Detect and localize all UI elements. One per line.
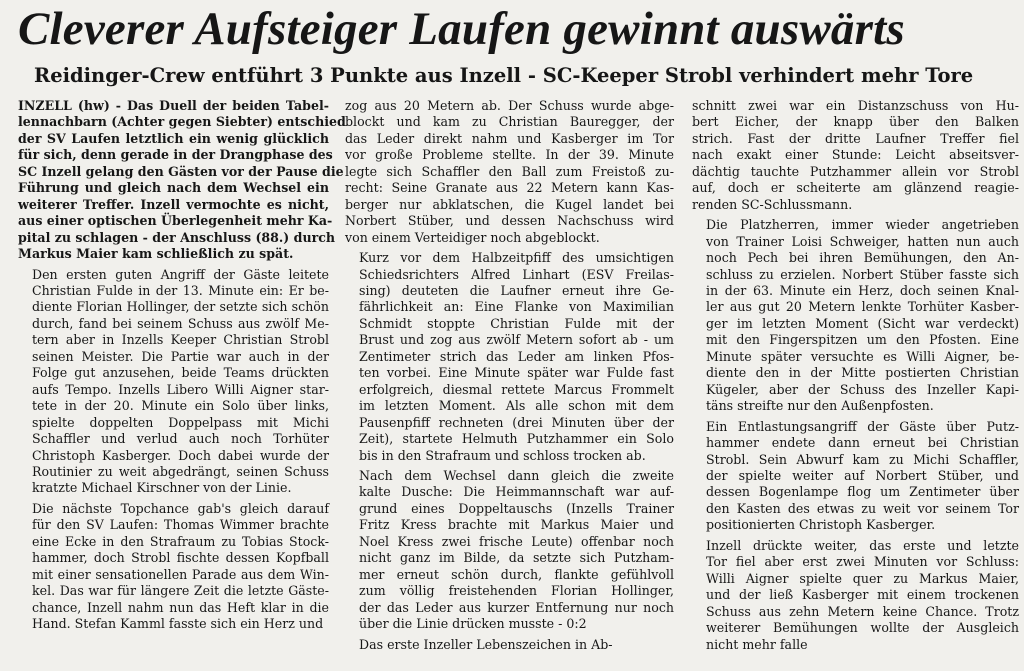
text-line: legte sich Schaffler den Ball zum Freistoß zu- [345,163,674,179]
article-column-1 [18,98,346,633]
text-line: Tor fiel aber erst zwei Minuten vor Schluss: [706,554,1019,570]
text-line: Willi Aigner spielte quer zu Markus Maier, [706,570,1019,586]
text-line: Strobl. Sein Abwurf kam zu Michi Schaffler, [706,451,1019,467]
text-line: Den ersten guten Angriff der Gäste leitete [32,266,329,282]
text-line: diente Florian Hollinger, der setzte sich schön [32,299,329,315]
text-line: der das Leder aus kurzer Entfernung nur noch [359,599,674,615]
text-line: hammer endete dann erneut bei Christian [706,435,1019,451]
text-line: spielte doppelten Doppelpass mit Michi [32,414,329,430]
text-line: den Kasten des etwas zu weit vor seinem Tor [706,500,1019,516]
article-paragraph [345,637,674,653]
text-line: Die nächste Topchance gab's gleich darauf [32,500,329,516]
text-line: aus einer optischen Überlegenheit mehr Ka- [18,213,333,229]
text-line: Norbert Stüber, und dessen Nachschuss wird [345,213,674,229]
text-line: tern aber in Inzells Keeper Christian Strobl [32,332,329,348]
text-line: fährlichkeit an: Eine Flanke von Maximilian [359,299,674,315]
text-line: INZELL (hw) - Das Duell der beiden Tabel- [18,98,329,113]
text-line: schluss zu erzielen. Norbert Stüber fasste sich [706,266,1019,282]
article-paragraph [692,538,1019,653]
text-line: Brust und zog aus zwölf Metern sofort ab - um [359,332,674,348]
article-paragraph [18,501,329,633]
text-line: Inzell drückte weiter, das erste und letzte [706,537,1019,553]
text-line: Schaffler und verlud auch noch Torhüter [32,431,329,447]
text-line: auf, doch er scheiterte am glänzend reagie- [692,180,1019,196]
text-line: mit einer sensationellen Parade aus dem Win- [32,566,329,582]
article-paragraph [18,267,329,497]
text-line: renden SC-Schlussmann. [692,196,853,212]
article-paragraph [345,468,674,633]
text-line: tete in der 20. Minute ein Solo über links, [32,398,329,414]
text-line: Ein Entlastungsangriff der Gäste über Putz- [706,418,1019,434]
text-line: schnitt zwei war ein Distanzschuss von Hu- [692,98,1019,113]
text-line: Folge gut anzusehen, beide Teams drückten [32,365,329,381]
text-line: bis in den Strafraum und schloss trocken ab. [359,447,646,463]
text-line: Schiedsrichters Alfred Linhart (ESV Freilas- [359,266,674,282]
text-line: durch, fand bei seinem Schuss aus zwölf Me- [32,315,329,331]
text-line: Zentimeter strich das Leder am linken Pfos- [359,348,674,364]
text-line: grund eines Doppeltauschs (Inzells Trainer [359,500,674,516]
text-line: ler aus gut 20 Metern lenkte Torhüter Kasber- [706,299,1019,315]
text-line: diente den in der Mitte postierten Christian [706,365,1019,381]
text-line: zog aus 20 Metern ab. Der Schuss wurde abge- [345,98,674,113]
text-line: in der 63. Minute ein Herz, doch seinen Knal- [706,282,1019,298]
article-column-2 [345,98,674,653]
text-line: seinen Meister. Die Partie war auch in der [32,348,329,364]
text-line: chance, Inzell nahm nun das Heft klar in die [32,599,329,615]
article-paragraph [692,217,1019,414]
article-column-3 [692,98,1019,653]
text-line: das Leder direkt nahm und Kasberger im Tor [345,130,674,146]
text-line: mer erneut schön durch, flankte gefühlvoll [359,566,674,582]
text-line: Fritz Kress brachte mit Markus Maier und [359,517,674,533]
text-line: nicht mehr falle [706,636,808,652]
text-line: täns streifte nur den Außenpfosten. [706,398,934,414]
text-line: kratzte Michael Kirschner von der Linie. [32,480,292,496]
text-line: bert Eicher, der knapp über den Balken [692,114,1019,130]
text-line: Christian Fulde in der 13. Minute ein: Er be- [32,282,329,298]
text-line: dächtig tauchte Putzhammer allein vor Strobl [692,163,1019,179]
text-line: Schuss aus zehn Metern keine Chance. Trotz [706,603,1019,619]
text-line: Die Platzherren, immer wieder angetrieben [706,217,1019,233]
text-line: Routinier zu weit abgedrängt, seinen Schuss [32,463,329,479]
text-line: Das erste Inzeller Lebenszeichen in Ab- [359,636,613,652]
text-line: aufs Tempo. Inzells Libero Willi Aigner star- [32,381,329,397]
text-line: noch Pech bei ihren Bemühungen, den An- [706,250,1019,266]
text-line: Kurz vor dem Halbzeitpfiff des umsichtigen [359,250,674,266]
article-paragraph [692,98,1019,213]
article-paragraph [18,98,346,263]
text-line: hammer, doch Strobl fischte dessen Kopfball [32,550,329,566]
text-line: pital zu schlagen - der Anschluss (88.) durch [18,229,336,245]
text-line: lennachbarn (Achter gegen Siebter) entschied [18,114,346,130]
text-line: Kügeler, aber der Schuss des Inzeller Kapi- [706,381,1019,397]
text-line: SC Inzell gelang den Gästen vor der Pause die [18,163,344,179]
text-line: nach exakt einer Stunde: Leicht abseitsver- [692,147,1019,163]
text-line: von Trainer Loisi Schweiger, hatten nun auch [706,233,1019,249]
text-line: dessen Bogenlampe flog um Zentimeter über [706,484,1019,500]
text-line: eine Ecke in den Strafraum zu Tobias Stock- [32,533,329,549]
text-line: vor große Probleme stellte. In der 39. Minute [345,147,674,163]
text-line: Minute später versuchte es Willi Aigner, be- [706,348,1019,364]
text-line: mit den Fingerspitzen um den Pfosten. Eine [706,332,1019,348]
text-line: Pausenpfiff rechneten (drei Minuten über der [359,414,674,430]
article-paragraph [345,98,674,246]
text-line: Noel Kress zwei frische Leute) offenbar noch [359,533,674,549]
text-line: kalte Dusche: Die Heimmannschaft war auf- [359,484,674,500]
text-line: recht: Seine Granate aus 22 Metern kann Kas- [345,180,674,196]
text-line: der SV Laufen letztlich ein wenig glücklich [18,130,329,146]
subheadline: Reidinger-Crew entführt 3 Punkte aus Inzell - SC-Keeper Strobl verhindert mehr Tore [34,64,974,87]
text-line: positionierten Christoph Kasberger. [706,517,936,533]
article-paragraph [692,419,1019,534]
text-line: für sich, denn gerade in der Drangphase des [18,147,333,163]
text-line: Schmidt stoppte Christian Fulde mit der [359,315,674,331]
text-line: erfolgreich, diesmal rettete Marcus Frommelt [359,381,674,397]
text-line: über die Linie drücken musste - 0:2 [359,616,587,632]
text-line: berger nur abklatschen, die Kugel landet bei [345,196,674,212]
text-line: der spielte weiter auf Norbert Stüber, und [706,467,1019,483]
article-paragraph [345,250,674,464]
text-line: Markus Maier kam schließlich zu spät. [18,246,294,262]
text-line: nicht ganz im Bilde, da setzte sich Putzham- [359,550,674,566]
text-line: kel. Das war für längere Zeit die letzte Gäste- [32,583,329,599]
text-line: Hand. Stefan Kamml fasste sich ein Herz und [32,616,324,632]
headline: Cleverer Aufsteiger Laufen gewinnt auswärts [18,3,905,55]
text-line: weiterer Treffer. Inzell vermochte es nicht, [18,196,329,212]
text-line: im letzten Moment. Als alle schon mit dem [359,398,674,414]
text-line: von einem Verteidiger noch abgeblockt. [345,229,600,245]
text-line: und der ließ Kasberger mit einem trockenen [706,587,1019,603]
text-line: strich. Fast der dritte Laufner Treffer fiel [692,130,1019,146]
text-line: sing) deuteten die Laufner erneut ihre Ge- [359,282,674,298]
text-line: weiterer Bemühungen wollte der Ausgleich [706,620,1019,636]
text-line: ten vorbei. Eine Minute später war Fulde fast [359,365,674,381]
text-line: Christoph Kasberger. Doch dabei wurde der [32,447,329,463]
text-line: ger im letzten Moment (Sicht war verdeckt) [706,315,1019,331]
text-line: für den SV Laufen: Thomas Wimmer brachte [32,517,329,533]
text-line: Führung und gleich nach dem Wechsel ein [18,180,329,196]
text-line: blockt und kam zu Christian Bauregger, der [345,114,674,130]
text-line: Zeit), startete Helmuth Putzhammer ein Solo [359,431,674,447]
text-line: zum völlig freistehenden Florian Hollinger, [359,583,674,599]
text-line: Nach dem Wechsel dann gleich die zweite [359,467,674,483]
